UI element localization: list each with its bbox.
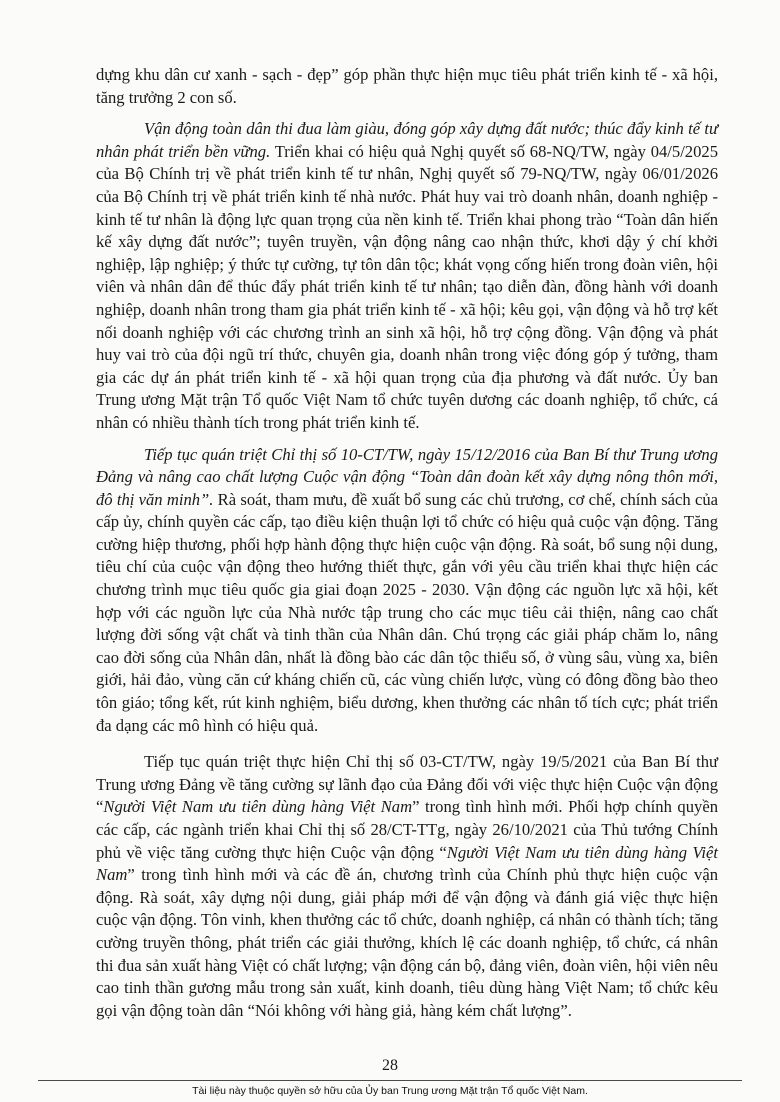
paragraph-new-rural-campaign <box>96 444 718 738</box>
paragraph-text: Tiếp tục quán triệt thực hiện Chỉ thị số 03-CT/TW, ngày 19/5/2021 của Ban Bí thư Trung ương Đảng về tăng cường sự lãnh đạo của Đảng đối với việc thực hiện Cuộc vận động “ <box>96 752 718 817</box>
campaign-name-italic: Người Việt Nam ưu tiên dùng hàng Việt Nam <box>103 797 413 817</box>
paragraph-continuation <box>96 64 718 109</box>
paragraph-text: Triển khai có hiệu quả Nghị quyết số 68-NQ/TW, ngày 04/5/2025 của Bộ Chính trị về phát triển kinh tế tư nhân, Nghị quyết số 79-NQ/TW, ngày 06/01/2026 của Bộ Chính trị về phát triển kinh tế nhà nước. Phát huy vai trò doanh nhân, doanh nghiệp - kinh tế tư nhân là động lực quan trọng của nền kinh tế. Triển khai phong trào “Toàn dân hiến kế xây dựng đất nước”; tuyên truyền, vận động nâng cao nhận thức, khơi dậy ý chí khởi nghiệp, lập nghiệp; ý thức tự cường, tự tôn dân tộc; khát vọng cống hiến trong đoàn viên, hội viên và nhân dân để thúc đẩy phát triển kinh tế tư nhân; tạo diễn đàn, đồng hành với doanh nghiệp, doanh nhân trong tham gia phát triển kinh tế - xã hội; kêu gọi, vận động và hỗ trợ kết nối doanh nghiệp với các chương trình an sinh xã hội, hỗ trợ cộng đồng. Vận động và phát huy vai trò của đội ngũ trí thức, chuyên gia, doanh nhân trong việc đóng góp ý tưởng, tham gia các dự án phát triển kinh tế - xã hội quan trọng của địa phương và đất nước. Ủy ban Trung ương Mặt trận Tổ quốc Việt Nam tổ chức tuyên dương các doanh nghiệp, tổ chức, cá nhân có nhiều thành tích trong phát triển kinh tế. <box>96 141 718 432</box>
footer-ownership-note: Tài liệu này thuộc quyền sở hữu của Ủy ban Trung ương Mặt trận Tổ quốc Việt Nam. <box>192 1085 588 1097</box>
paragraph-text: ” trong tình hình mới. Phối hợp chính quyền các cấp, các ngành triển khai Chỉ thị số 28/CT-TTg, ngày 26/10/2021 của Thủ tướng Chính phủ về việc tăng cường thực hiện Cuộc vận động “ <box>96 797 718 862</box>
paragraph-text: dựng khu dân cư xanh - sạch - đẹp” góp phần thực hiện mục tiêu phát triển kinh tế - xã hội, tăng trưởng 2 con số. <box>96 65 718 107</box>
footer-divider <box>38 1080 742 1081</box>
campaign-name-italic: Người Việt Nam ưu tiên dùng hàng Việt Nam <box>96 842 718 885</box>
paragraph-lead-italic: Vận động toàn dân thi đua làm giàu, đóng góp xây dựng đất nước; thúc đẩy kinh tế tư nhân phát triển bền vững. <box>96 119 718 161</box>
paragraph-text: ” trong tình hình mới và các đề án, chương trình của Chính phủ thực hiện cuộc vận động. Rà soát, xây dựng nội dung, giải pháp mới để vận động và đánh giá việc thực hiện cuộc vận động. Tôn vinh, khen thưởng các tổ chức, doanh nghiệp, cá nhân có thành tích; tăng cường truyền thông, phát triển các giải thưởng, khích lệ các doanh nghiệp, tổ chức, cá nhân thi đua sản xuất hàng Việt có chất lượng; vận động cán bộ, đảng viên, đoàn viên, hội viên nêu cao tinh thần gương mẫu trong sản xuất, kinh doanh, tiêu dùng hàng Việt Nam; tổ chức kêu gọi vận động toàn dân “Nói không với hàng giả, hàng kém chất lượng”. <box>96 865 718 1020</box>
page-number: 28 <box>382 1057 398 1074</box>
paragraph-vietnamese-goods-campaign <box>96 751 718 1022</box>
paragraph-private-economy <box>96 118 718 434</box>
document-body <box>96 64 718 1022</box>
paragraph-text: Rà soát, tham mưu, đề xuất bổ sung các chủ trương, cơ chế, chính sách của cấp ủy, chính quyền các cấp, tạo điều kiện thuận lợi tổ chức có hiệu quả cuộc vận động. Tăng cường hiệp thương, phối hợp hành động thực hiện cuộc vận động. Rà soát, bổ sung nội dung, tiêu chí của cuộc vận động theo hướng thiết thực, gắn với yêu cầu triển khai thực hiện các chương trình mục tiêu quốc gia giai đoạn 2025 - 2030. Vận động các nguồn lực xã hội, kết hợp với các nguồn lực của Nhà nước tập trung cho các mục tiêu cải thiện, nâng cao chất lượng đời sống vật chất và tinh thần của Nhân dân. Chú trọng các giải pháp chăm lo, nâng cao đời sống của Nhân dân, nhất là đồng bào các dân tộc thiểu số, ở vùng sâu, vùng xa, biên giới, hải đảo, vùng căn cứ kháng chiến cũ, các vùng chiến lược, vùng có đông đồng bào theo tôn giáo; tổng kết, rút kinh nghiệm, biểu dương, khen thưởng các nhân tố tích cực; phát triển đa dạng các mô hình có hiệu quả. <box>96 489 718 735</box>
paragraph-lead-italic: Tiếp tục quán triệt Chỉ thị số 10-CT/TW, ngày 15/12/2016 của Ban Bí thư Trung ương Đảng và nâng cao chất lượng Cuộc vận động “Toàn dân đoàn kết xây dựng nông thôn mới, đô thị văn minh”. <box>96 444 718 509</box>
